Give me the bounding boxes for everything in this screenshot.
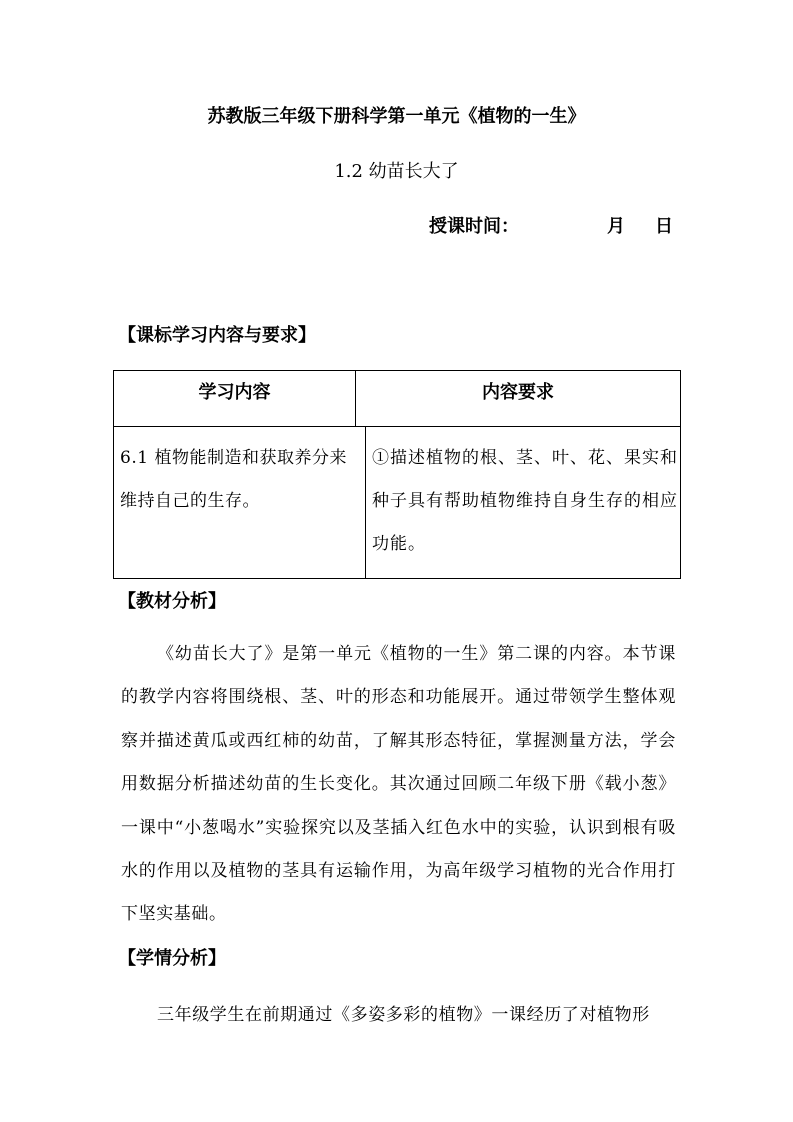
teach-time-line — [429, 214, 673, 240]
standards-table — [113, 370, 681, 579]
table-cell-content: 6.1 植物能制造和获取养分来维持自己的生存。 — [120, 448, 347, 511]
textbook-analysis-heading: 【教材分析】 — [118, 591, 226, 612]
student-analysis-paragraph: 三年级学生在前期通过《多姿多彩的植物》一课经历了对植物形 — [157, 1005, 650, 1025]
lesson-title: 1.2 幼苗长大了 — [334, 161, 459, 182]
document-title: 苏教版三年级下册科学第一单元《植物的一生》 — [207, 106, 586, 127]
textbook-analysis-paragraph: 《幼苗长大了》是第一单元《植物的一生》第二课的内容。本节课的教学内容将围绕根、茎、叶的形态和功能展开。通过带领学生整体观察并描述黄瓜或西红柿的幼苗，了解其形态特征，掌握测量方法，学会用数据分析描述幼苗的生长变化。其次通过回顾二年级下册《载小葱》一课中“小葱喝水”实验探究以及茎插入红色水中的实验，认识到根有吸水的作用以及植物的茎具有运输作用，为高年级学习植物的光合作用打下坚实基础。 — [121, 644, 676, 925]
day-label: 日 — [655, 216, 673, 237]
column-header-content: 学习内容 — [198, 382, 271, 403]
standards-heading: 【课标学习内容与要求】 — [118, 325, 316, 346]
column-header-requirement: 内容要求 — [482, 382, 554, 403]
table-cell-requirement: ①描述植物的根、茎、叶、花、果实和种子具有帮助植物维持自身生存的相应功能。 — [372, 448, 678, 554]
month-label: 月 — [607, 216, 625, 237]
teach-time-label: 授课时间： — [429, 216, 519, 237]
table-divider — [365, 426, 366, 578]
student-analysis-heading: 【学情分析】 — [118, 948, 226, 969]
